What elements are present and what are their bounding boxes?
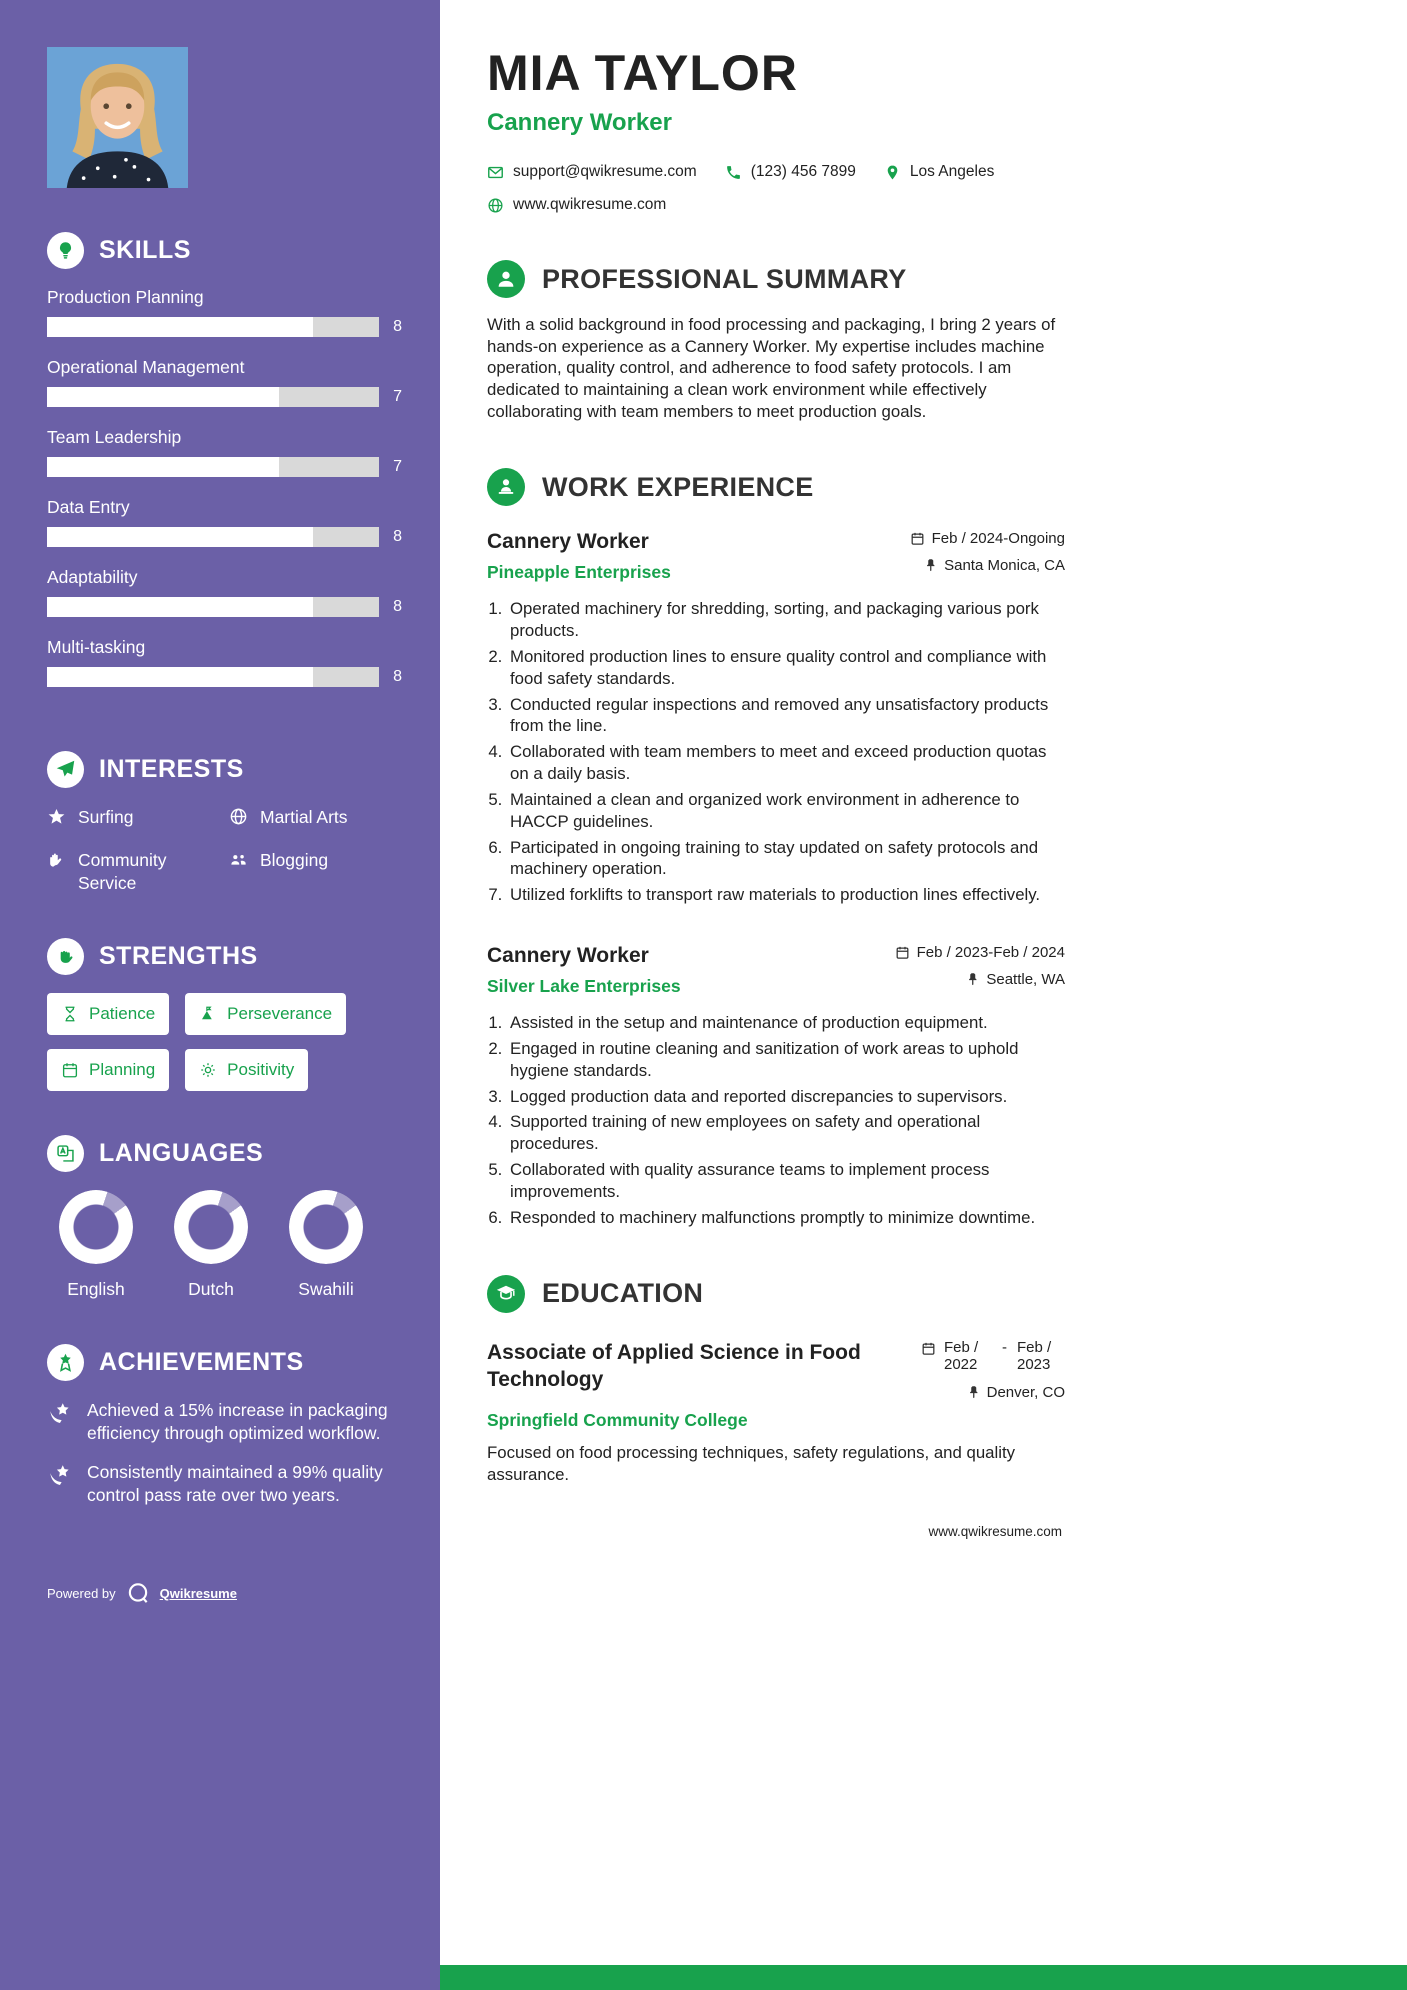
- skill-bar-fill: [47, 387, 279, 407]
- user-icon: [487, 260, 525, 298]
- main-content: [487, 44, 1065, 1485]
- strength-item: [47, 1049, 169, 1091]
- experience-section: [487, 468, 1065, 1228]
- job-meta: [910, 530, 1065, 574]
- school-name: Springfield Community College: [487, 1409, 748, 1430]
- strength-item: [185, 993, 346, 1035]
- education-location-row: [921, 1384, 1065, 1401]
- calendar-icon: [921, 1339, 936, 1356]
- profile-photo: [47, 47, 188, 188]
- job-bullet: 4. Collaborated with team members to meet and exceed production quotas on a daily basis.: [507, 741, 1065, 785]
- languages-heading: LANGUAGES: [99, 1139, 264, 1168]
- interest-label: Surfing: [78, 807, 134, 827]
- summary-heading: PROFESSIONAL SUMMARY: [542, 263, 907, 294]
- fist-icon: [47, 938, 84, 975]
- education-meta: [921, 1339, 1065, 1401]
- job-company: Pineapple Enterprises: [487, 562, 671, 583]
- interest-label: Blogging: [260, 849, 329, 870]
- skill-item: [47, 357, 402, 407]
- interests-list: [47, 806, 402, 894]
- job-bullet: 6. Responded to machinery malfunctions promptly to minimize downtime.: [507, 1207, 1065, 1229]
- skills-heading: SKILLS: [99, 236, 191, 264]
- interests-heading: INTERESTS: [99, 755, 244, 783]
- calendar-icon: [61, 1061, 79, 1079]
- globe-icon: [487, 197, 504, 214]
- language-item: [174, 1190, 248, 1300]
- strength-label: Planning: [89, 1060, 156, 1080]
- strength-item: [185, 1049, 308, 1091]
- job-bullet: 7. Utilized forklifts to transport raw materials to production lines effectively.: [507, 884, 1065, 906]
- skill-bar-fill: [47, 527, 313, 547]
- skill-item: [47, 427, 402, 477]
- skill-value: 8: [393, 668, 402, 685]
- language-label: Swahili: [298, 1279, 354, 1300]
- skills-header: [47, 232, 402, 269]
- interest-label: Martial Arts: [260, 807, 348, 827]
- job-bullet: 2. Monitored production lines to ensure quality control and compliance with food safety standards.: [507, 646, 1065, 690]
- skill-label: Production Planning: [47, 287, 204, 307]
- job-bullet: 5. Collaborated with quality assurance teams to implement process improvements.: [507, 1159, 1065, 1203]
- interest-item: [229, 806, 402, 829]
- site-footer-link[interactable]: www.qwikresume.com: [928, 1524, 1062, 1539]
- skill-bar: [47, 317, 379, 337]
- skill-bar: [47, 527, 379, 547]
- job-dates-row: [910, 530, 1065, 547]
- education-dates-row: [921, 1339, 1065, 1374]
- hourglass-icon: [61, 1005, 79, 1023]
- interests-header: [47, 751, 402, 788]
- education-heading: EDUCATION: [542, 1278, 704, 1308]
- job-dates-row: [895, 944, 1065, 961]
- job-bullet: 2. Engaged in routine cleaning and sanitization of work areas to uphold hygiene standards.: [507, 1038, 1065, 1082]
- job-bullet: 1. Operated machinery for shredding, sorting, and packaging various pork products.: [507, 598, 1065, 642]
- skill-item: [47, 567, 402, 617]
- skill-value: 8: [393, 528, 402, 545]
- hand-icon: [47, 850, 66, 869]
- interest-item: [229, 849, 402, 895]
- job-location: Santa Monica, CA: [944, 557, 1065, 575]
- skill-bar-fill: [47, 597, 313, 617]
- strengths-list: [47, 993, 377, 1091]
- job-bullet: 3. Conducted regular inspections and removed any unsatisfactory products from the line.: [507, 694, 1065, 738]
- job-title: Cannery Worker: [487, 944, 649, 968]
- envelope-icon: [487, 164, 504, 181]
- skill-bar: [47, 387, 379, 407]
- contact-row: [487, 196, 1065, 214]
- skill-label: Team Leadership: [47, 427, 182, 447]
- education-description: Focused on food processing techniques, safety regulations, and quality assurance.: [487, 1442, 1016, 1484]
- qwikresume-brand-link[interactable]: Qwikresume: [159, 1585, 237, 1601]
- phone-text: (123) 456 7899: [750, 163, 856, 180]
- email-contact[interactable]: [487, 163, 697, 181]
- language-item: [289, 1190, 363, 1300]
- education-header: [487, 1275, 1065, 1313]
- interest-item: [47, 849, 223, 895]
- job-bullets: [487, 598, 1065, 906]
- website-contact[interactable]: [487, 196, 666, 214]
- email-text: support@qwikresume.com: [513, 163, 697, 180]
- location-contact: [884, 163, 994, 181]
- job-company: Silver Lake Enterprises: [487, 976, 681, 997]
- avatar-illustration: [47, 47, 188, 188]
- job-location-row: [895, 971, 1065, 988]
- achievement-icon: [47, 1401, 74, 1445]
- interest-item: [47, 806, 223, 829]
- language-donut-chart: [289, 1190, 363, 1264]
- worker-icon: [487, 468, 525, 506]
- strengths-heading: STRENGTHS: [99, 942, 258, 971]
- job-header: [487, 530, 1065, 583]
- summary-header: [487, 260, 1065, 298]
- sun-icon: [199, 1061, 217, 1079]
- powered-by-label: Powered by: [47, 1585, 116, 1601]
- summary-section: [487, 260, 1065, 422]
- sidebar: [0, 0, 440, 1990]
- skill-bar-fill: [47, 457, 279, 477]
- job-bullet: 4. Supported training of new employees on safety and operational procedures.: [507, 1111, 1065, 1155]
- skill-label: Adaptability: [47, 567, 138, 587]
- skill-bar-fill: [47, 667, 313, 687]
- skill-value: 8: [393, 318, 402, 335]
- bottom-accent-bar: [440, 1965, 1407, 1990]
- language-label: Dutch: [188, 1279, 234, 1300]
- job-bullet: 1. Assisted in the setup and maintenance of production equipment.: [507, 1012, 1065, 1034]
- job-title-block: [487, 944, 681, 997]
- job-meta: [895, 944, 1065, 988]
- experience-heading: WORK EXPERIENCE: [542, 471, 814, 502]
- skill-item: [47, 637, 402, 687]
- job-bullet: 6. Participated in ongoing training to stay updated on safety protocols and machinery operation.: [507, 837, 1065, 881]
- achievements-header: [47, 1344, 402, 1381]
- job-title-block: [487, 530, 671, 583]
- strength-item: [47, 993, 169, 1035]
- main-column: [440, 0, 1407, 1990]
- education-start-date: Feb / 2022: [944, 1338, 979, 1374]
- date-separator: -: [1002, 1338, 1007, 1356]
- skill-bar: [47, 457, 379, 477]
- job-bullet: 5. Maintained a clean and organized work environment in adherence to HACCP guidelines.: [507, 789, 1065, 833]
- language-label: English: [67, 1279, 125, 1300]
- skill-item: [47, 497, 402, 547]
- lightbulb-icon: [47, 232, 84, 269]
- candidate-title: Cannery Worker: [487, 109, 672, 136]
- paper-plane-icon: [47, 751, 84, 788]
- phone-contact: [725, 163, 856, 181]
- job-title: Cannery Worker: [487, 530, 649, 554]
- summary-text: With a solid background in food processing and packaging, I bring 2 years of hands-on experience as a Cannery Worker. My expertise includes machine operation, quality control, and adherence to food safety protocols. I am dedicated to maintaining a clean work environment while effectively collaborating with team members to meet production goals.: [487, 315, 1056, 421]
- education-location: Denver, CO: [986, 1383, 1065, 1401]
- skill-value: 7: [393, 458, 402, 475]
- skill-bar: [47, 667, 379, 687]
- location-pin-icon: [884, 164, 901, 181]
- skill-item: [47, 287, 402, 337]
- education-end-date: Feb / 2023: [1017, 1338, 1052, 1374]
- languages-section: [47, 1135, 402, 1300]
- job-location: Seattle, WA: [986, 971, 1065, 989]
- achievement-icon: [47, 1463, 74, 1507]
- achievements-section: [47, 1344, 402, 1522]
- pin-icon: [964, 972, 979, 987]
- globe-icon: [229, 807, 248, 826]
- language-item: [59, 1190, 133, 1300]
- calendar-icon: [895, 945, 910, 960]
- strengths-section: [47, 938, 402, 1091]
- interest-label: Community Service: [78, 849, 167, 893]
- achievement-item: [47, 1399, 402, 1445]
- skill-bar-fill: [47, 317, 313, 337]
- education-section: [487, 1275, 1065, 1486]
- candidate-name: MIA TAYLOR: [487, 45, 798, 101]
- education-entry-header: [487, 1339, 1065, 1401]
- job-dates: Feb / 2024-Ongoing: [931, 530, 1065, 548]
- medal-icon: [47, 1344, 84, 1381]
- interests-section: [47, 751, 402, 894]
- sidebar-footer: [47, 1580, 402, 1606]
- star-icon: [47, 807, 66, 826]
- contact-row: [487, 163, 1065, 181]
- job-dates: Feb / 2023-Feb / 2024: [916, 944, 1065, 962]
- calendar-icon: [910, 531, 925, 546]
- achievement-text: Consistently maintained a 99% quality control pass rate over two years.: [87, 1461, 383, 1505]
- achievements-heading: ACHIEVEMENTS: [99, 1348, 304, 1377]
- strength-label: Positivity: [227, 1060, 295, 1080]
- location-text: Los Angeles: [909, 163, 995, 180]
- mountain-flag-icon: [199, 1005, 217, 1023]
- experience-header: [487, 468, 1065, 506]
- job-location-row: [910, 557, 1065, 574]
- education-entry: [487, 1339, 1065, 1486]
- skill-bar: [47, 597, 379, 617]
- degree-title: Associate of Applied Science in Food Technology: [487, 1340, 861, 1391]
- skills-section: [47, 232, 402, 707]
- translate-icon: [47, 1135, 84, 1172]
- achievement-text: Achieved a 15% increase in packaging efficiency through optimized workflow.: [87, 1400, 388, 1443]
- languages-list: [47, 1190, 402, 1300]
- strength-label: Patience: [89, 1004, 156, 1024]
- skill-label: Multi-tasking: [47, 637, 146, 657]
- job-bullets: [487, 1012, 1065, 1228]
- skill-label: Data Entry: [47, 497, 130, 517]
- language-donut-chart: [174, 1190, 248, 1264]
- website-text: www.qwikresume.com: [513, 196, 667, 213]
- pin-icon: [965, 1385, 980, 1400]
- languages-header: [47, 1135, 402, 1172]
- users-icon: [229, 850, 248, 869]
- skill-value: 8: [393, 598, 402, 615]
- phone-icon: [725, 164, 742, 181]
- achievement-item: [47, 1461, 402, 1507]
- strength-label: Perseverance: [227, 1004, 333, 1024]
- pin-icon: [922, 558, 937, 573]
- job-entry: [487, 944, 1065, 1228]
- skill-label: Operational Management: [47, 357, 245, 377]
- strengths-header: [47, 938, 402, 975]
- graduate-icon: [487, 1275, 525, 1313]
- qwikresume-logo-icon: [125, 1580, 151, 1606]
- skill-value: 7: [393, 388, 402, 405]
- language-donut-chart: [59, 1190, 133, 1264]
- job-entry: [487, 530, 1065, 906]
- job-bullet: 3. Logged production data and reported discrepancies to supervisors.: [507, 1086, 1065, 1108]
- job-header: [487, 944, 1065, 997]
